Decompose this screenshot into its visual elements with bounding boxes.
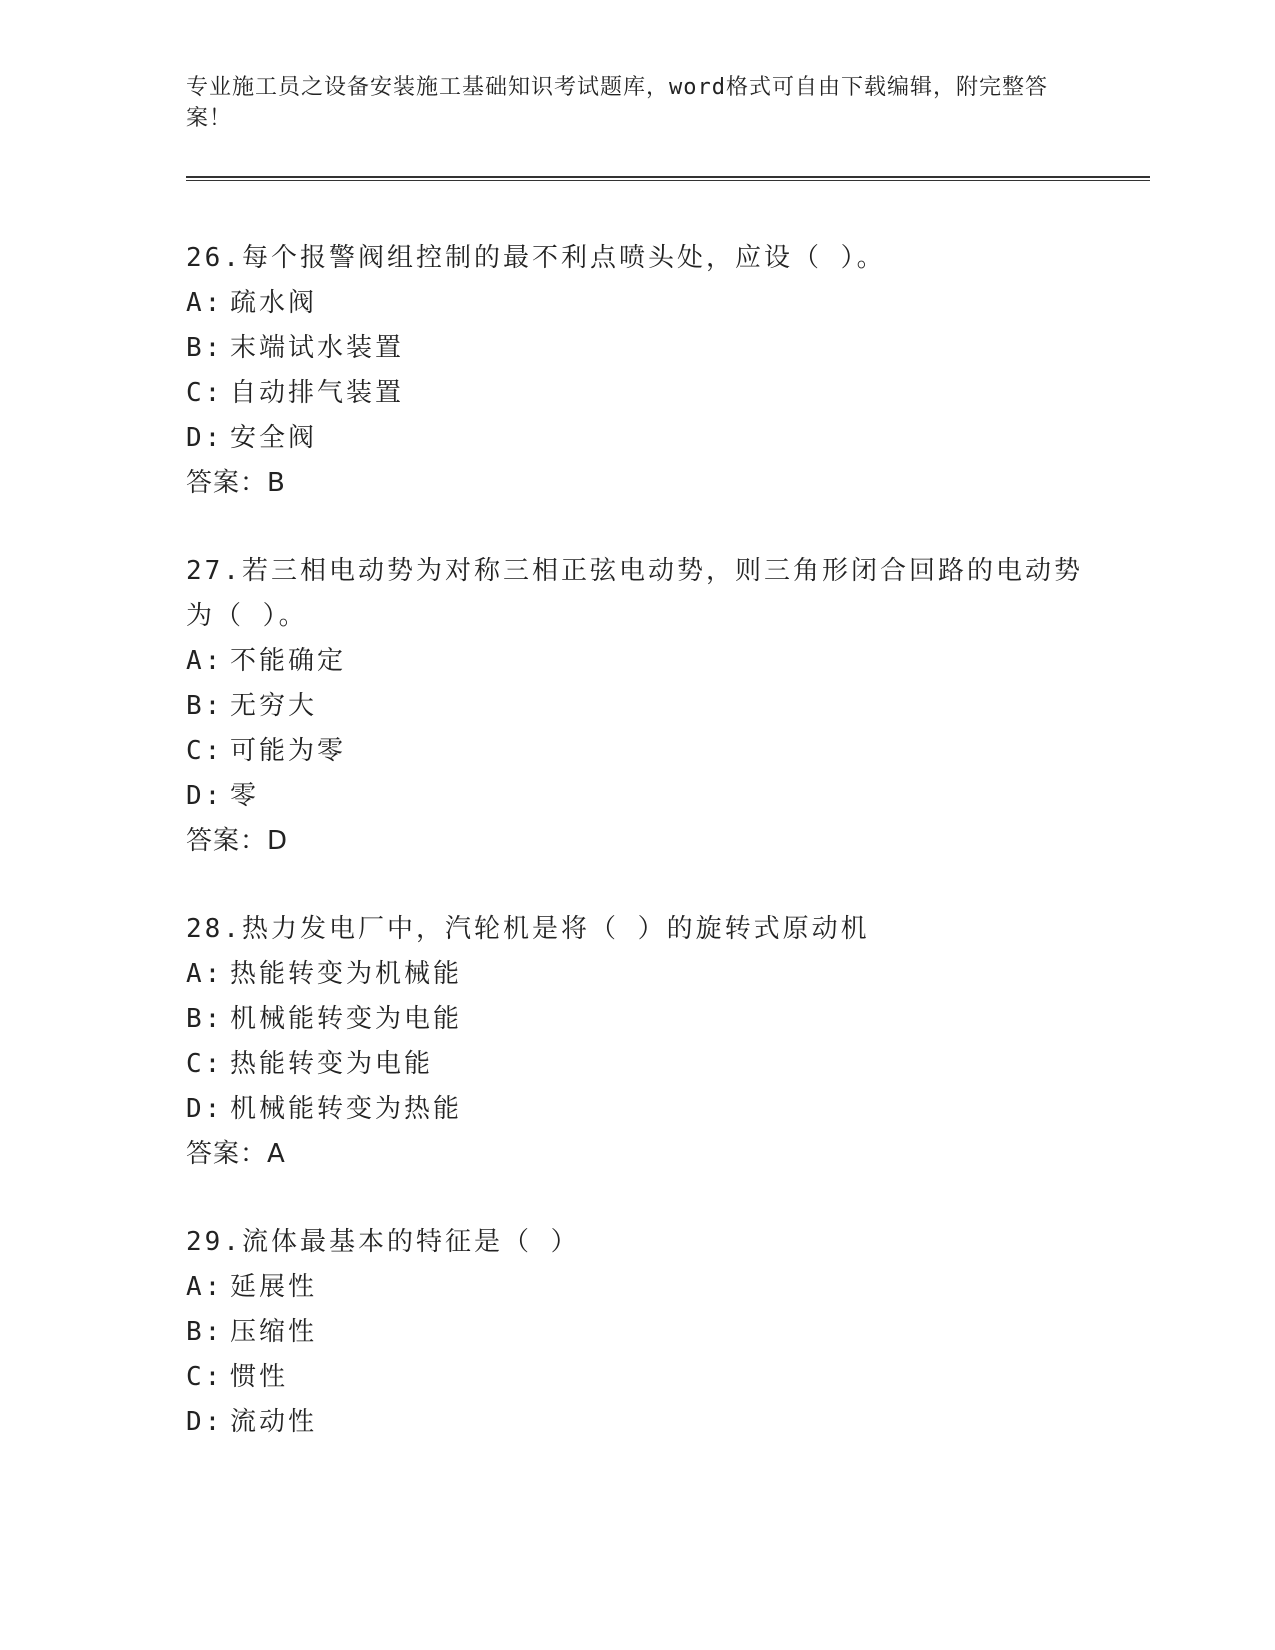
option-key: D: xyxy=(186,1094,224,1124)
option-key: D: xyxy=(186,423,224,453)
question-list xyxy=(186,236,1086,1488)
option-c xyxy=(186,1355,1086,1400)
document-header: 专业施工员之设备安装施工基础知识考试题库，word格式可自由下载编辑，附完整答案！ xyxy=(186,75,1048,131)
option-key: A: xyxy=(186,959,224,989)
option-key: D: xyxy=(186,1407,224,1437)
question-stem: 26.每个报警阀组控制的最不利点喷头处，应设（ ）。 xyxy=(186,243,886,273)
option-d xyxy=(186,774,1086,819)
option-key: A: xyxy=(186,288,224,318)
option-a xyxy=(186,952,1086,997)
option-a xyxy=(186,281,1086,326)
option-key: A: xyxy=(186,646,224,676)
option-text: 可能为零 xyxy=(230,736,347,766)
option-text: 安全阀 xyxy=(230,423,318,453)
option-text: 流动性 xyxy=(230,1407,318,1437)
question-27 xyxy=(186,549,1086,864)
option-text: 自动排气装置 xyxy=(230,378,405,408)
option-a xyxy=(186,639,1086,684)
option-key: C: xyxy=(186,736,224,766)
header-divider xyxy=(186,176,1150,181)
option-d xyxy=(186,1400,1086,1445)
option-key: C: xyxy=(186,1049,224,1079)
question-29 xyxy=(186,1220,1086,1445)
option-c xyxy=(186,371,1086,416)
answer-line: 答案：D xyxy=(186,826,289,856)
question-stem: 27.若三相电动势为对称三相正弦电动势，则三角形闭合回路的电动势为（ ）。 xyxy=(186,556,1083,631)
option-text: 机械能转变为电能 xyxy=(230,1004,463,1034)
option-text: 惯性 xyxy=(230,1362,289,1392)
option-d xyxy=(186,416,1086,461)
option-key: B: xyxy=(186,1004,224,1034)
option-text: 热能转变为机械能 xyxy=(230,959,463,989)
option-b xyxy=(186,326,1086,371)
option-key: C: xyxy=(186,378,224,408)
option-key: C: xyxy=(186,1362,224,1392)
option-text: 热能转变为电能 xyxy=(230,1049,434,1079)
option-text: 不能确定 xyxy=(230,646,347,676)
option-c xyxy=(186,1042,1086,1087)
option-key: A: xyxy=(186,1272,224,1302)
option-key: B: xyxy=(186,691,224,721)
option-text: 零 xyxy=(230,781,260,811)
question-stem: 29.流体最基本的特征是（ ） xyxy=(186,1227,580,1257)
option-key: B: xyxy=(186,1317,224,1347)
question-28 xyxy=(186,907,1086,1177)
option-b xyxy=(186,684,1086,729)
answer-line: 答案：A xyxy=(186,1139,286,1169)
option-text: 疏水阀 xyxy=(230,288,318,318)
question-stem: 28.热力发电厂中，汽轮机是将（ ）的旋转式原动机 xyxy=(186,914,870,944)
option-a xyxy=(186,1265,1086,1310)
option-b xyxy=(186,997,1086,1042)
option-text: 机械能转变为热能 xyxy=(230,1094,463,1124)
question-26 xyxy=(186,236,1086,506)
option-text: 无穷大 xyxy=(230,691,318,721)
option-key: D: xyxy=(186,781,224,811)
option-text: 末端试水装置 xyxy=(230,333,405,363)
option-text: 压缩性 xyxy=(230,1317,318,1347)
option-d xyxy=(186,1087,1086,1132)
option-c xyxy=(186,729,1086,774)
answer-line: 答案：B xyxy=(186,468,286,498)
option-b xyxy=(186,1310,1086,1355)
option-text: 延展性 xyxy=(230,1272,318,1302)
option-key: B: xyxy=(186,333,224,363)
